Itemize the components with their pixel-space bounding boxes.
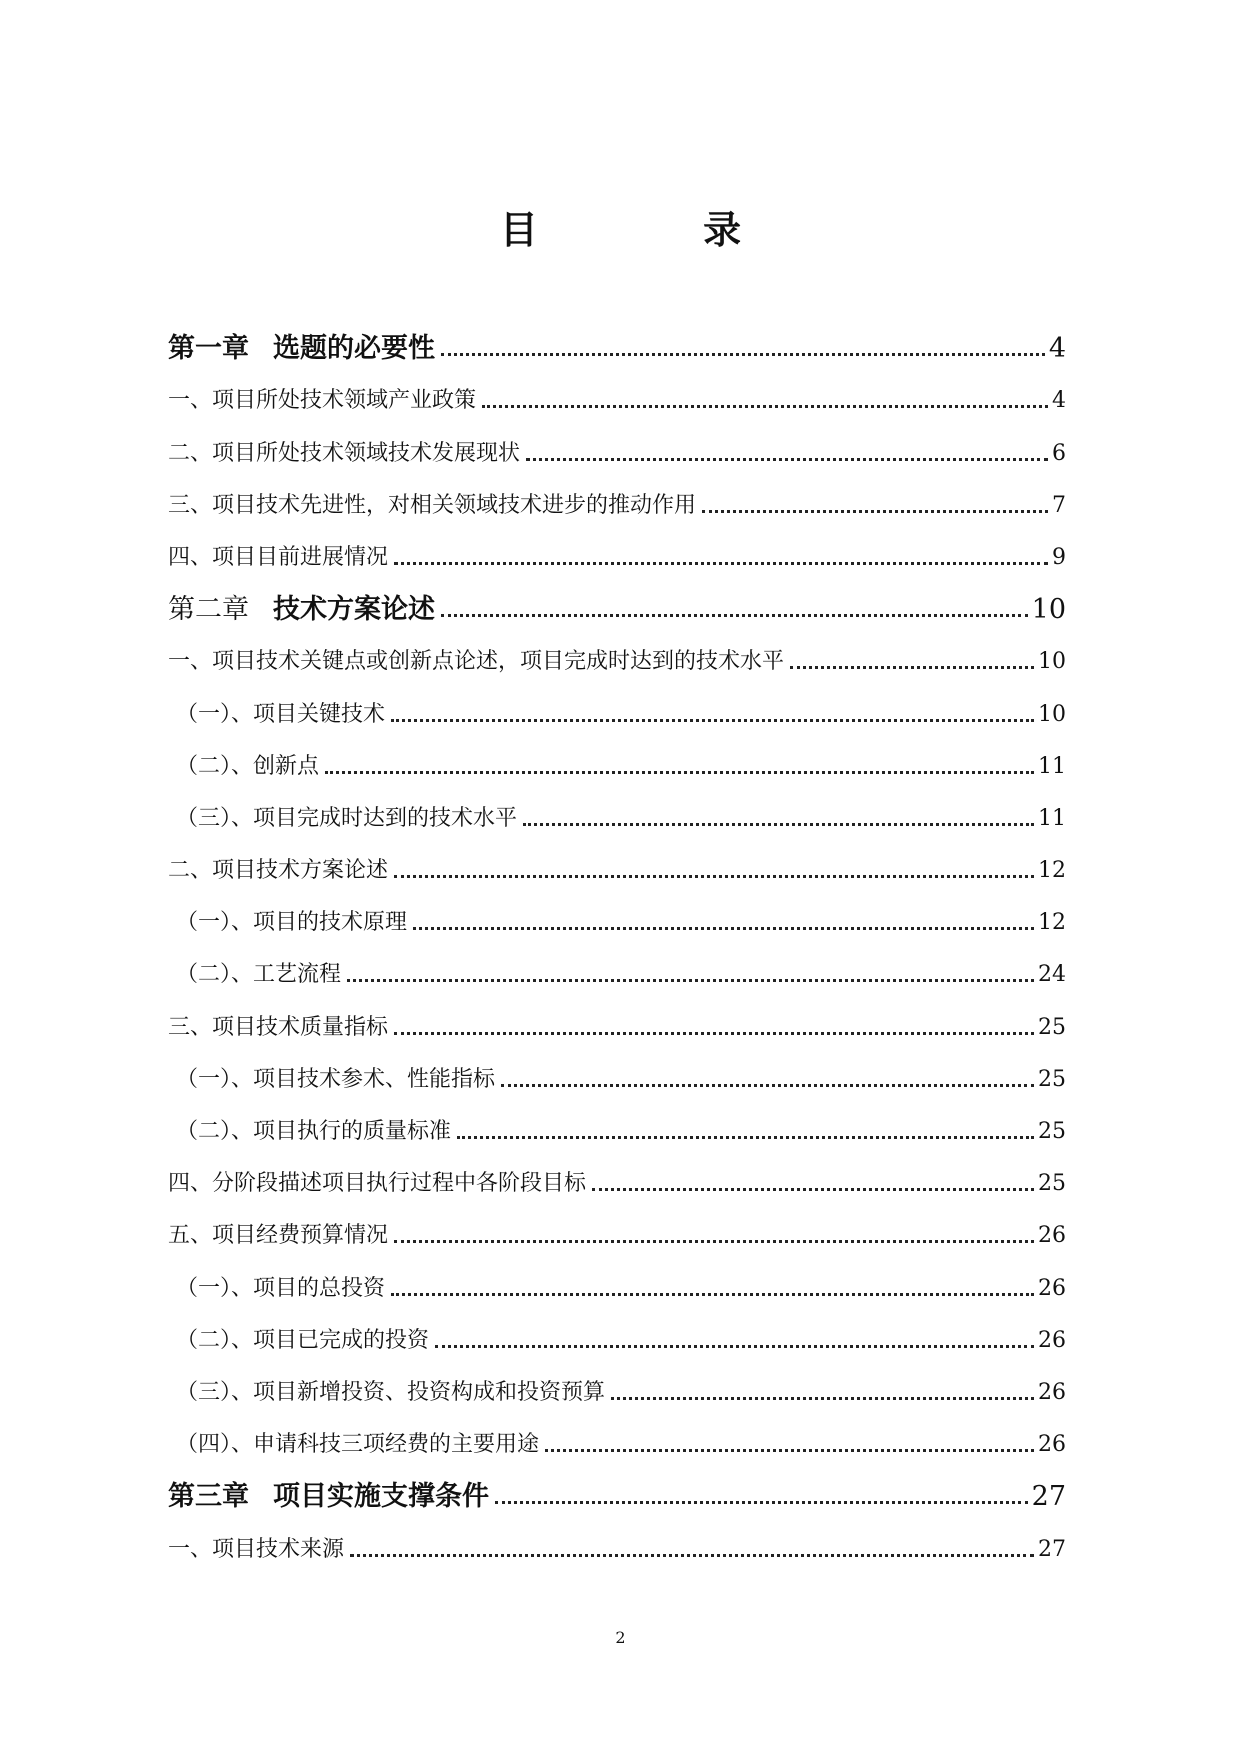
toc-entry-label: （一）、项目的技术原理 <box>176 910 408 936</box>
dot-leader <box>702 510 1048 513</box>
page-number: 2 <box>615 1628 626 1647</box>
toc-entry-text <box>168 700 385 730</box>
dot-leader <box>391 719 1034 722</box>
toc-entry-label: （三）、项目新增投资、投资构成和投资预算 <box>176 1379 606 1405</box>
toc-page-number: 10 <box>1031 594 1066 626</box>
toc-entry-text <box>168 1430 539 1460</box>
toc-entry-text <box>168 1482 489 1512</box>
dot-leader <box>526 458 1048 461</box>
toc-entry[interactable] <box>168 1516 1066 1568</box>
dot-leader <box>394 562 1048 565</box>
toc-entry-label: 三、项目技术先进性，对相关领域技术进步的推动作用 <box>168 492 697 518</box>
toc-page-number: 27 <box>1031 1481 1066 1513</box>
toc-page-number: 25 <box>1038 1119 1066 1144</box>
toc-entry-text <box>168 856 388 886</box>
toc-entry-text <box>168 1169 586 1199</box>
toc-page-number: 25 <box>1038 1171 1066 1197</box>
toc-entry[interactable] <box>168 681 1066 733</box>
toc-entry-text <box>168 1378 605 1408</box>
toc-entry-text <box>168 960 341 990</box>
toc-entry-text <box>168 1013 388 1043</box>
toc-entry-text <box>168 491 696 521</box>
toc-title: 目 录 <box>499 208 818 252</box>
toc-entry-label: （二）、项目已完成的投资 <box>176 1327 430 1353</box>
dot-leader <box>592 1188 1034 1191</box>
chapter-number: 第三章 <box>168 1481 249 1513</box>
dot-leader <box>413 927 1034 930</box>
toc-entry-label: 四、项目目前进展情况 <box>168 544 389 570</box>
toc-entry-label: 选题的必要性 <box>273 333 435 365</box>
dot-leader <box>441 614 1028 617</box>
dot-leader <box>347 979 1034 982</box>
toc-entry-text <box>168 1065 495 1095</box>
toc-entry-label: （一）、项目关键技术 <box>176 701 386 727</box>
toc-entry-text <box>168 386 476 416</box>
toc-page-number: 11 <box>1038 805 1066 831</box>
toc-entry-text <box>168 804 517 834</box>
dot-leader <box>482 405 1048 408</box>
toc-entry-label: 二、项目技术方案论述 <box>168 858 389 884</box>
toc-entry-text <box>168 334 435 364</box>
toc-page-number: 25 <box>1038 1066 1066 1092</box>
toc-entry[interactable] <box>168 1151 1066 1203</box>
toc-entry[interactable] <box>168 942 1066 994</box>
toc-entry-text <box>168 1535 344 1565</box>
toc-page-number: 26 <box>1038 1275 1066 1301</box>
toc-entry-label: 五、项目经费预算情况 <box>168 1223 389 1249</box>
toc-chapter-entry[interactable] <box>168 1464 1066 1516</box>
toc-entry[interactable] <box>168 1360 1066 1412</box>
toc-entry-text <box>168 752 319 782</box>
dot-leader <box>457 1136 1034 1139</box>
dot-leader <box>394 875 1034 878</box>
toc-chapter-entry[interactable] <box>168 316 1066 368</box>
toc-page-number: 26 <box>1038 1327 1066 1353</box>
toc-entry-label: （一）、项目的总投资 <box>176 1275 386 1301</box>
toc-page-number: 12 <box>1038 910 1066 936</box>
toc-page-number: 10 <box>1038 701 1066 727</box>
dot-leader <box>394 1240 1034 1243</box>
toc-entry-label: （二）、工艺流程 <box>176 962 342 988</box>
toc-entry-label: （二）、创新点 <box>176 753 320 779</box>
toc-entry-label: 三、项目技术质量指标 <box>168 1014 389 1040</box>
toc-entry-label: （三）、项目完成时达到的技术水平 <box>176 805 518 831</box>
dot-leader <box>523 823 1034 826</box>
toc-entry[interactable] <box>168 420 1066 472</box>
dot-leader <box>495 1501 1028 1504</box>
dot-leader <box>790 666 1034 669</box>
dot-leader <box>545 1449 1034 1452</box>
toc-page-number: 26 <box>1038 1223 1066 1249</box>
toc-page-number: 24 <box>1038 962 1066 988</box>
toc-entry[interactable] <box>168 1047 1066 1099</box>
toc-page-number: 25 <box>1038 1014 1066 1040</box>
toc-entry[interactable] <box>168 1308 1066 1360</box>
toc-entry-text <box>168 543 388 573</box>
dot-leader <box>350 1554 1034 1557</box>
toc-page-number: 4 <box>1048 333 1066 365</box>
toc-entry-text <box>168 1117 451 1147</box>
toc-entry-text <box>168 1326 429 1356</box>
toc-page-number: 4 <box>1052 388 1066 414</box>
toc-entry[interactable] <box>168 786 1066 838</box>
toc-page-number: 26 <box>1038 1379 1066 1405</box>
toc-entry-text <box>168 595 435 625</box>
toc-entry-text <box>168 647 784 677</box>
toc-entry-label: 一、项目所处技术领域产业政策 <box>168 388 477 414</box>
toc-entry[interactable] <box>168 994 1066 1046</box>
toc-entry[interactable] <box>168 525 1066 577</box>
dot-leader <box>394 1032 1034 1035</box>
toc-entry[interactable] <box>168 368 1066 420</box>
toc-entry[interactable] <box>168 1412 1066 1464</box>
toc-entry[interactable] <box>168 473 1066 525</box>
toc-page-number: 7 <box>1052 492 1066 518</box>
toc-entry[interactable] <box>168 838 1066 890</box>
dot-leader <box>611 1397 1034 1400</box>
toc-entry[interactable] <box>168 734 1066 786</box>
dot-leader <box>501 1084 1034 1087</box>
toc-entry[interactable] <box>168 629 1066 681</box>
toc-page-number: 27 <box>1038 1536 1066 1562</box>
toc-page-number: 12 <box>1038 858 1066 884</box>
toc-entry-label: 二、项目所处技术领域技术发展现状 <box>168 440 521 466</box>
toc-entry[interactable] <box>168 1203 1066 1255</box>
toc-entry[interactable] <box>168 1255 1066 1307</box>
toc-entry-text <box>168 439 520 469</box>
toc-entry-label: 一、项目技术关键点或创新点论述，项目完成时达到的技术水平 <box>168 649 785 675</box>
dot-leader <box>325 771 1034 774</box>
toc-page-number: 26 <box>1038 1432 1066 1458</box>
dot-leader <box>435 1345 1034 1348</box>
toc-entry[interactable] <box>168 1099 1066 1151</box>
chapter-number: 第二章 <box>168 594 249 626</box>
dot-leader <box>441 353 1045 356</box>
chapter-number: 第一章 <box>168 333 249 365</box>
toc-chapter-entry[interactable] <box>168 577 1066 629</box>
toc-page-number: 11 <box>1038 753 1066 779</box>
dot-leader <box>391 1293 1034 1296</box>
toc-entry-label: （二）、项目执行的质量标准 <box>176 1119 452 1144</box>
toc-entry-label: 项目实施支撑条件 <box>273 1481 489 1513</box>
toc-entry-label: 技术方案论述 <box>273 594 435 626</box>
toc-entry-label: 四、分阶段描述项目执行过程中各阶段目标 <box>168 1171 587 1197</box>
toc-entry-label: 一、项目技术来源 <box>168 1536 345 1562</box>
toc-list <box>168 316 1066 1569</box>
toc-entry-text <box>168 1221 388 1251</box>
toc-entry-text <box>168 1274 385 1304</box>
toc-page-number: 6 <box>1052 440 1066 466</box>
toc-entry[interactable] <box>168 890 1066 942</box>
toc-entry-text <box>168 908 407 938</box>
toc-page-number: 10 <box>1038 649 1066 675</box>
toc-entry-label: （一）、项目技术参术、性能指标 <box>176 1066 496 1092</box>
toc-entry-label: （四）、申请科技三项经费的主要用途 <box>176 1432 540 1458</box>
toc-page-number: 9 <box>1052 544 1066 570</box>
